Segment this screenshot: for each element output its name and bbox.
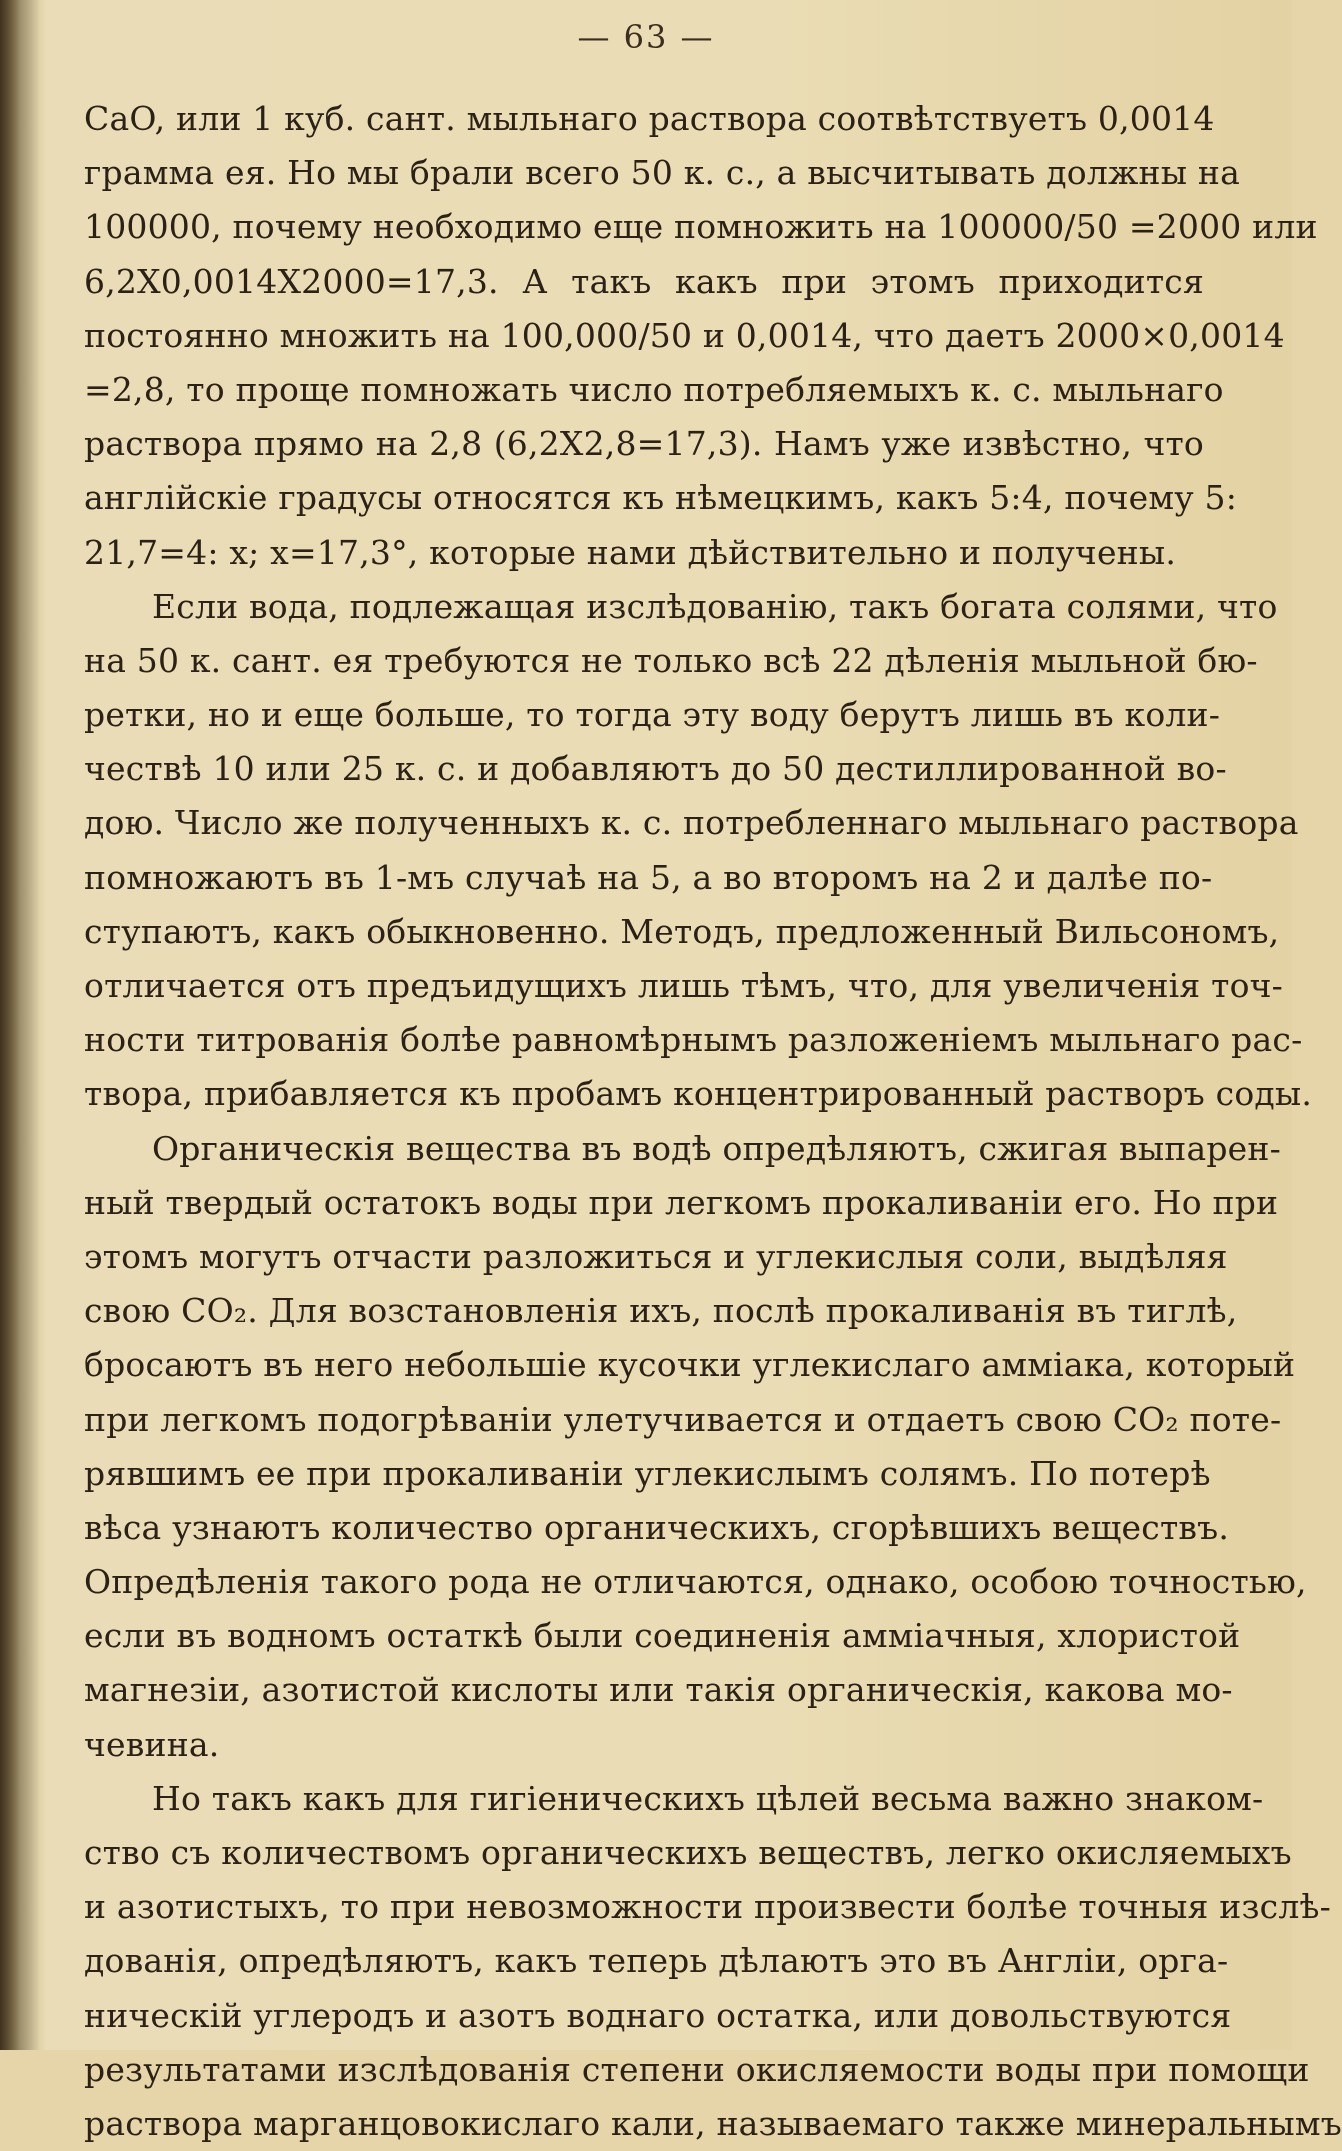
text-line: помножаютъ въ 1-мъ случаѣ на 5, а во второмъ на 2 и далѣе по-: [84, 857, 1213, 897]
text-line: грамма ея. Но мы брали всего 50 к. с., а высчитывать должны на: [84, 153, 1240, 193]
page-body-text: [84, 92, 1342, 2151]
text-line: при легкомъ подогрѣваніи улетучивается и отдаетъ свою CO₂ поте-: [84, 1399, 1282, 1439]
text-line: Органическія вещества въ водѣ опредѣляютъ, сжигая выпарен-: [152, 1128, 1281, 1168]
text-line: и азотистыхъ, то при невозможности произвести болѣе точныя изслѣ-: [84, 1887, 1331, 1927]
text-line: этомъ могутъ отчасти разложиться и углекислыя соли, выдѣляя: [84, 1236, 1228, 1276]
text-line: если въ водномъ остаткѣ были соединенія амміачныя, хлористой: [84, 1616, 1241, 1656]
text-line: ный твердый остатокъ воды при легкомъ прокаливаніи его. Но при: [84, 1182, 1279, 1222]
text-line: ство съ количествомъ органическихъ веществъ, легко окисляемыхъ: [84, 1833, 1292, 1872]
text-line: CaO, или 1 куб. сант. мыльнаго раствора соотвѣтствуетъ 0,0014: [84, 99, 1215, 138]
text-line: Если вода, подлежащая изслѣдованію, такъ богата солями, что: [152, 586, 1278, 626]
text-line: результатами изслѣдованія степени окисляемости воды при помощи: [84, 2049, 1310, 2089]
text-line: чествѣ 10 или 25 к. с. и добавляютъ до 50 дестиллированной во-: [84, 749, 1227, 789]
text-line: Но такъ какъ для гигіеническихъ цѣлей весьма важно знаком-: [152, 1778, 1264, 1818]
text-line: Опредѣленія такого рода не отличаются, однако, особою точностью,: [84, 1562, 1307, 1602]
paragraph: [84, 92, 1318, 580]
text-line: раствора прямо на 2,8 (6,2Х2,8=17,3). Намъ уже извѣстно, что: [84, 424, 1204, 464]
text-line: постоянно множить на 100,000/50 и 0,0014, что даетъ 2000×0,0014: [84, 315, 1285, 355]
paragraph: [84, 1772, 1342, 2151]
text-line: 100000, почему необходимо еще помножить на 100000/50 =2000 или: [84, 207, 1318, 247]
page-gutter-shadow: [0, 0, 40, 2050]
text-line: рявшимъ ее при прокаливаніи углекислымъ солямъ. По потерѣ: [84, 1453, 1211, 1493]
text-line: бросаютъ въ него небольшіе кусочки углекислаго амміака, который: [84, 1345, 1296, 1385]
text-line: 21,7=4: x; x=17,3°, которые нами дѣйствительно и получены.: [84, 532, 1177, 572]
text-line: на 50 к. сант. ея требуются не только всѣ 22 дѣленія мыльной бю-: [84, 640, 1258, 680]
paragraph: [84, 580, 1313, 1122]
text-line: твора, прибавляется къ пробамъ концентрированный растворъ соды.: [84, 1074, 1313, 1114]
text-line: чевина.: [84, 1724, 220, 1764]
text-line: отличается отъ предъидущихъ лишь тѣмъ, что, для увеличенія точ-: [84, 966, 1284, 1005]
text-line: дованія, опредѣляютъ, какъ теперь дѣлаютъ это въ Англіи, орга-: [84, 1941, 1229, 1981]
text-line: вѣса узнаютъ количество органическихъ, сгорѣвшихъ веществъ.: [84, 1507, 1230, 1547]
text-line: =2,8, то проще помножать число потребляемыхъ к. с. мыльнаго: [84, 369, 1224, 409]
text-line: ретки, но и еще больше, то тогда эту воду берутъ лишь въ коли-: [84, 695, 1221, 735]
page-number: — 63 —: [577, 18, 715, 56]
text-line: свою CO₂. Для возстановленія ихъ, послѣ прокаливанія въ тиглѣ,: [84, 1291, 1238, 1331]
text-line: ступаютъ, какъ обыкновенно. Методъ, предложенный Вильсономъ,: [84, 911, 1280, 951]
text-line: англійскіе градусы относятся къ нѣмецкимъ, какъ 5:4, почему 5:: [84, 478, 1238, 518]
text-line: дою. Число же полученныхъ к. с. потребленнаго мыльнаго раствора: [84, 803, 1299, 843]
text-line: ническій углеродъ и азотъ воднаго остатка, или довольствуются: [84, 1995, 1232, 2035]
text-line: 6,2Х0,0014Х2000=17,3. А такъ какъ при этомъ приходится: [84, 261, 1204, 301]
text-line: раствора марганцовокислаго кали, называемаго также минеральнымъ: [84, 2103, 1342, 2143]
text-line: ности титрованія болѣе равномѣрнымъ разложеніемъ мыльнаго рас-: [84, 1020, 1303, 1060]
paragraph: [84, 1122, 1307, 1772]
text-line: магнезіи, азотистой кислоты или такія органическія, какова мо-: [84, 1670, 1233, 1710]
